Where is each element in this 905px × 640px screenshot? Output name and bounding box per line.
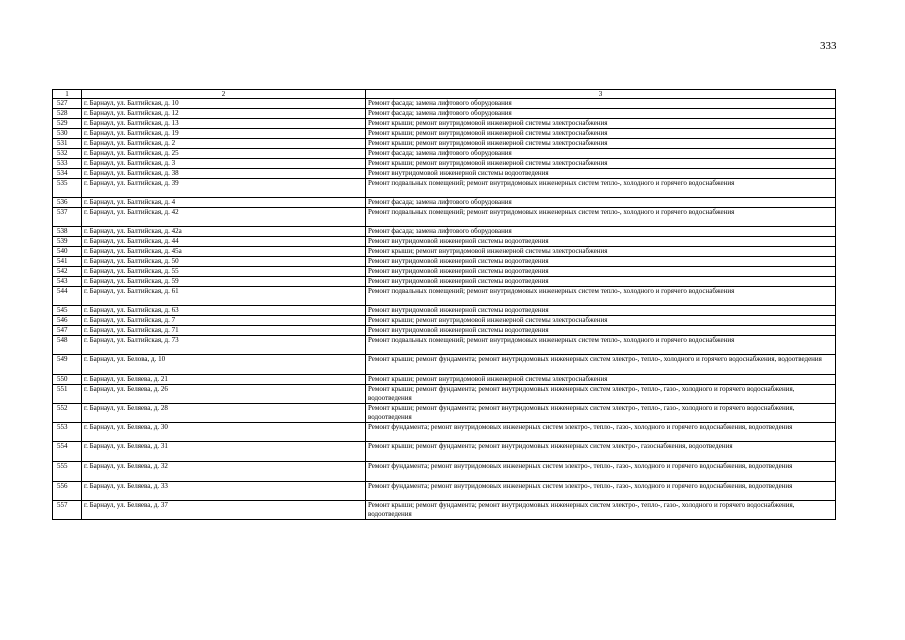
row-number: 544 [53,287,82,306]
row-number: 535 [53,179,82,198]
row-works: Ремонт крыши; ремонт внутридомовой инженерной системы электроснабжения [366,247,836,257]
table-row [53,139,836,149]
table-row [53,336,836,355]
row-address: г. Барнаул, ул. Балтийская, д. 19 [82,129,366,139]
row-works: Ремонт внутридомовой инженерной системы водоотведения [366,306,836,316]
row-address: г. Барнаул, ул. Балтийская, д. 71 [82,326,366,336]
row-number: 537 [53,208,82,227]
row-number: 542 [53,267,82,277]
row-number: 550 [53,375,82,385]
row-address: г. Барнаул, ул. Беляева, д. 28 [82,404,366,423]
row-number: 555 [53,462,82,482]
row-address: г. Барнаул, ул. Беляева, д. 30 [82,423,366,442]
row-number: 552 [53,404,82,423]
row-works: Ремонт подвальных помещений; ремонт внутридомовых инженерных систем тепло-, холодного и горячего водоснабжения [366,287,836,306]
row-works: Ремонт крыши; ремонт внутридомовой инженерной системы электроснабжения [366,139,836,149]
row-number: 532 [53,149,82,159]
table-row [53,385,836,404]
row-address: г. Барнаул, ул. Балтийская, д. 73 [82,336,366,355]
row-address: г. Барнаул, ул. Балтийская, д. 61 [82,287,366,306]
table-row [53,482,836,501]
row-number: 529 [53,119,82,129]
row-number: 556 [53,482,82,501]
header-col-3: 3 [366,90,836,99]
row-number: 531 [53,139,82,149]
table-row [53,257,836,267]
row-works: Ремонт фасада; замена лифтового оборудования [366,99,836,109]
row-works: Ремонт подвальных помещений; ремонт внутридомовых инженерных систем тепло-, холодного и горячего водоснабжения [366,179,836,198]
table-row [53,119,836,129]
row-works: Ремонт фасада; замена лифтового оборудования [366,227,836,237]
row-works: Ремонт подвальных помещений; ремонт внутридомовых инженерных систем тепло-, холодного и горячего водоснабжения [366,208,836,227]
table-row [53,375,836,385]
row-works: Ремонт фасада; замена лифтового оборудования [366,198,836,208]
row-number: 546 [53,316,82,326]
row-works: Ремонт фундамента; ремонт внутридомовых инженерных систем электро-, тепло-, газо-, холодного и горячего водоснабжения, водоотведения [366,462,836,482]
table-row [53,287,836,306]
row-number: 553 [53,423,82,442]
row-number: 538 [53,227,82,237]
row-number: 528 [53,109,82,119]
row-works: Ремонт подвальных помещений; ремонт внутридомовых инженерных систем тепло-, холодного и горячего водоснабжения [366,336,836,355]
row-address: г. Барнаул, ул. Балтийская, д. 4 [82,198,366,208]
row-address: г. Барнаул, ул. Балтийская, д. 12 [82,109,366,119]
table-row [53,208,836,227]
row-address: г. Барнаул, ул. Балтийская, д. 55 [82,267,366,277]
row-works: Ремонт крыши; ремонт фундамента; ремонт внутридомовых инженерных систем электро-, тепло-, газо-, холодного и горячего водоснабжения, водоотведения [366,404,836,423]
table-header-row [53,90,836,99]
row-address: г. Барнаул, ул. Беляева, д. 37 [82,501,366,520]
table-row [53,109,836,119]
row-works: Ремонт крыши; ремонт внутридомовой инженерной системы электроснабжения [366,119,836,129]
row-works: Ремонт крыши; ремонт фундамента; ремонт внутридомовых инженерных систем электро-, тепло-, газо-, холодного и горячего водоснабжения, водоотведения [366,501,836,520]
row-works: Ремонт внутридомовой инженерной системы водоотведения [366,169,836,179]
row-works: Ремонт фундамента; ремонт внутридомовых инженерных систем электро-, тепло-, газо-, холодного и горячего водоснабжения, водоотведения [366,482,836,501]
table-row [53,149,836,159]
table-row [53,462,836,482]
row-number: 533 [53,159,82,169]
table-row [53,169,836,179]
row-number: 534 [53,169,82,179]
row-works: Ремонт крыши; ремонт внутридомовой инженерной системы электроснабжения [366,375,836,385]
row-number: 547 [53,326,82,336]
row-address: г. Барнаул, ул. Балтийская, д. 3 [82,159,366,169]
row-address: г. Барнаул, ул. Белова, д. 10 [82,355,366,375]
row-works: Ремонт внутридомовой инженерной системы водоотведения [366,237,836,247]
table-row [53,227,836,237]
row-number: 551 [53,385,82,404]
row-works: Ремонт фундамента; ремонт внутридомовых инженерных систем электро-, тепло-, газо-, холодного и горячего водоснабжения, водоотведения [366,423,836,442]
row-address: г. Барнаул, ул. Балтийская, д. 13 [82,119,366,129]
row-address: г. Барнаул, ул. Беляева, д. 21 [82,375,366,385]
table-row [53,306,836,316]
table-row [53,326,836,336]
row-address: г. Барнаул, ул. Балтийская, д. 25 [82,149,366,159]
table-row [53,277,836,287]
table-row [53,159,836,169]
table-row [53,355,836,375]
page-number: 333 [820,40,837,52]
row-works: Ремонт внутридомовой инженерной системы водоотведения [366,326,836,336]
row-number: 541 [53,257,82,267]
table-row [53,316,836,326]
row-works: Ремонт крыши; ремонт фундамента; ремонт внутридомовых инженерных систем электро-, тепло-, холодного и горячего водоснабжения, водоотведения [366,355,836,375]
row-works: Ремонт крыши; ремонт внутридомовой инженерной системы электроснабжения [366,316,836,326]
table-row [53,129,836,139]
row-number: 543 [53,277,82,287]
table-row [53,179,836,198]
header-col-2: 2 [82,90,366,99]
table-row [53,442,836,462]
row-address: г. Барнаул, ул. Балтийская, д. 44 [82,237,366,247]
row-works: Ремонт внутридомовой инженерной системы водоотведения [366,257,836,267]
row-works: Ремонт фасада; замена лифтового оборудования [366,149,836,159]
table-row [53,99,836,109]
row-number: 539 [53,237,82,247]
row-address: г. Барнаул, ул. Балтийская, д. 38 [82,169,366,179]
row-address: г. Барнаул, ул. Балтийская, д. 42 [82,208,366,227]
table-row [53,267,836,277]
row-works: Ремонт крыши; ремонт фундамента; ремонт внутридомовых инженерных систем электро-, газоснабжения, водоотведения [366,442,836,462]
table-row [53,501,836,520]
row-number: 548 [53,336,82,355]
row-number: 540 [53,247,82,257]
row-works: Ремонт крыши; ремонт внутридомовой инженерной системы электроснабжения [366,129,836,139]
row-address: г. Барнаул, ул. Балтийская, д. 42а [82,227,366,237]
row-address: г. Барнаул, ул. Балтийская, д. 45а [82,247,366,257]
row-address: г. Барнаул, ул. Беляева, д. 26 [82,385,366,404]
row-works: Ремонт внутридомовой инженерной системы водоотведения [366,277,836,287]
table-row [53,404,836,423]
row-address: г. Барнаул, ул. Беляева, д. 33 [82,482,366,501]
row-address: г. Барнаул, ул. Беляева, д. 31 [82,442,366,462]
table-row [53,237,836,247]
row-address: г. Барнаул, ул. Балтийская, д. 50 [82,257,366,267]
row-address: г. Барнаул, ул. Балтийская, д. 2 [82,139,366,149]
row-number: 527 [53,99,82,109]
row-address: г. Барнаул, ул. Балтийская, д. 59 [82,277,366,287]
row-address: г. Барнаул, ул. Балтийская, д. 63 [82,306,366,316]
row-number: 530 [53,129,82,139]
row-number: 536 [53,198,82,208]
row-number: 549 [53,355,82,375]
row-number: 545 [53,306,82,316]
table-row [53,198,836,208]
row-address: г. Барнаул, ул. Балтийская, д. 7 [82,316,366,326]
works-table [52,89,836,520]
row-number: 554 [53,442,82,462]
row-address: г. Барнаул, ул. Беляева, д. 32 [82,462,366,482]
row-works: Ремонт крыши; ремонт фундамента; ремонт внутридомовых инженерных систем электро-, тепло-, газо-, холодного и горячего водоснабжения, водоотведения [366,385,836,404]
row-address: г. Барнаул, ул. Балтийская, д. 10 [82,99,366,109]
row-address: г. Барнаул, ул. Балтийская, д. 39 [82,179,366,198]
row-works: Ремонт крыши; ремонт внутридомовой инженерной системы электроснабжения [366,159,836,169]
table-row [53,247,836,257]
header-col-1: 1 [53,90,82,99]
table-row [53,423,836,442]
row-works: Ремонт внутридомовой инженерной системы водоотведения [366,267,836,277]
row-number: 557 [53,501,82,520]
row-works: Ремонт фасада; замена лифтового оборудования [366,109,836,119]
